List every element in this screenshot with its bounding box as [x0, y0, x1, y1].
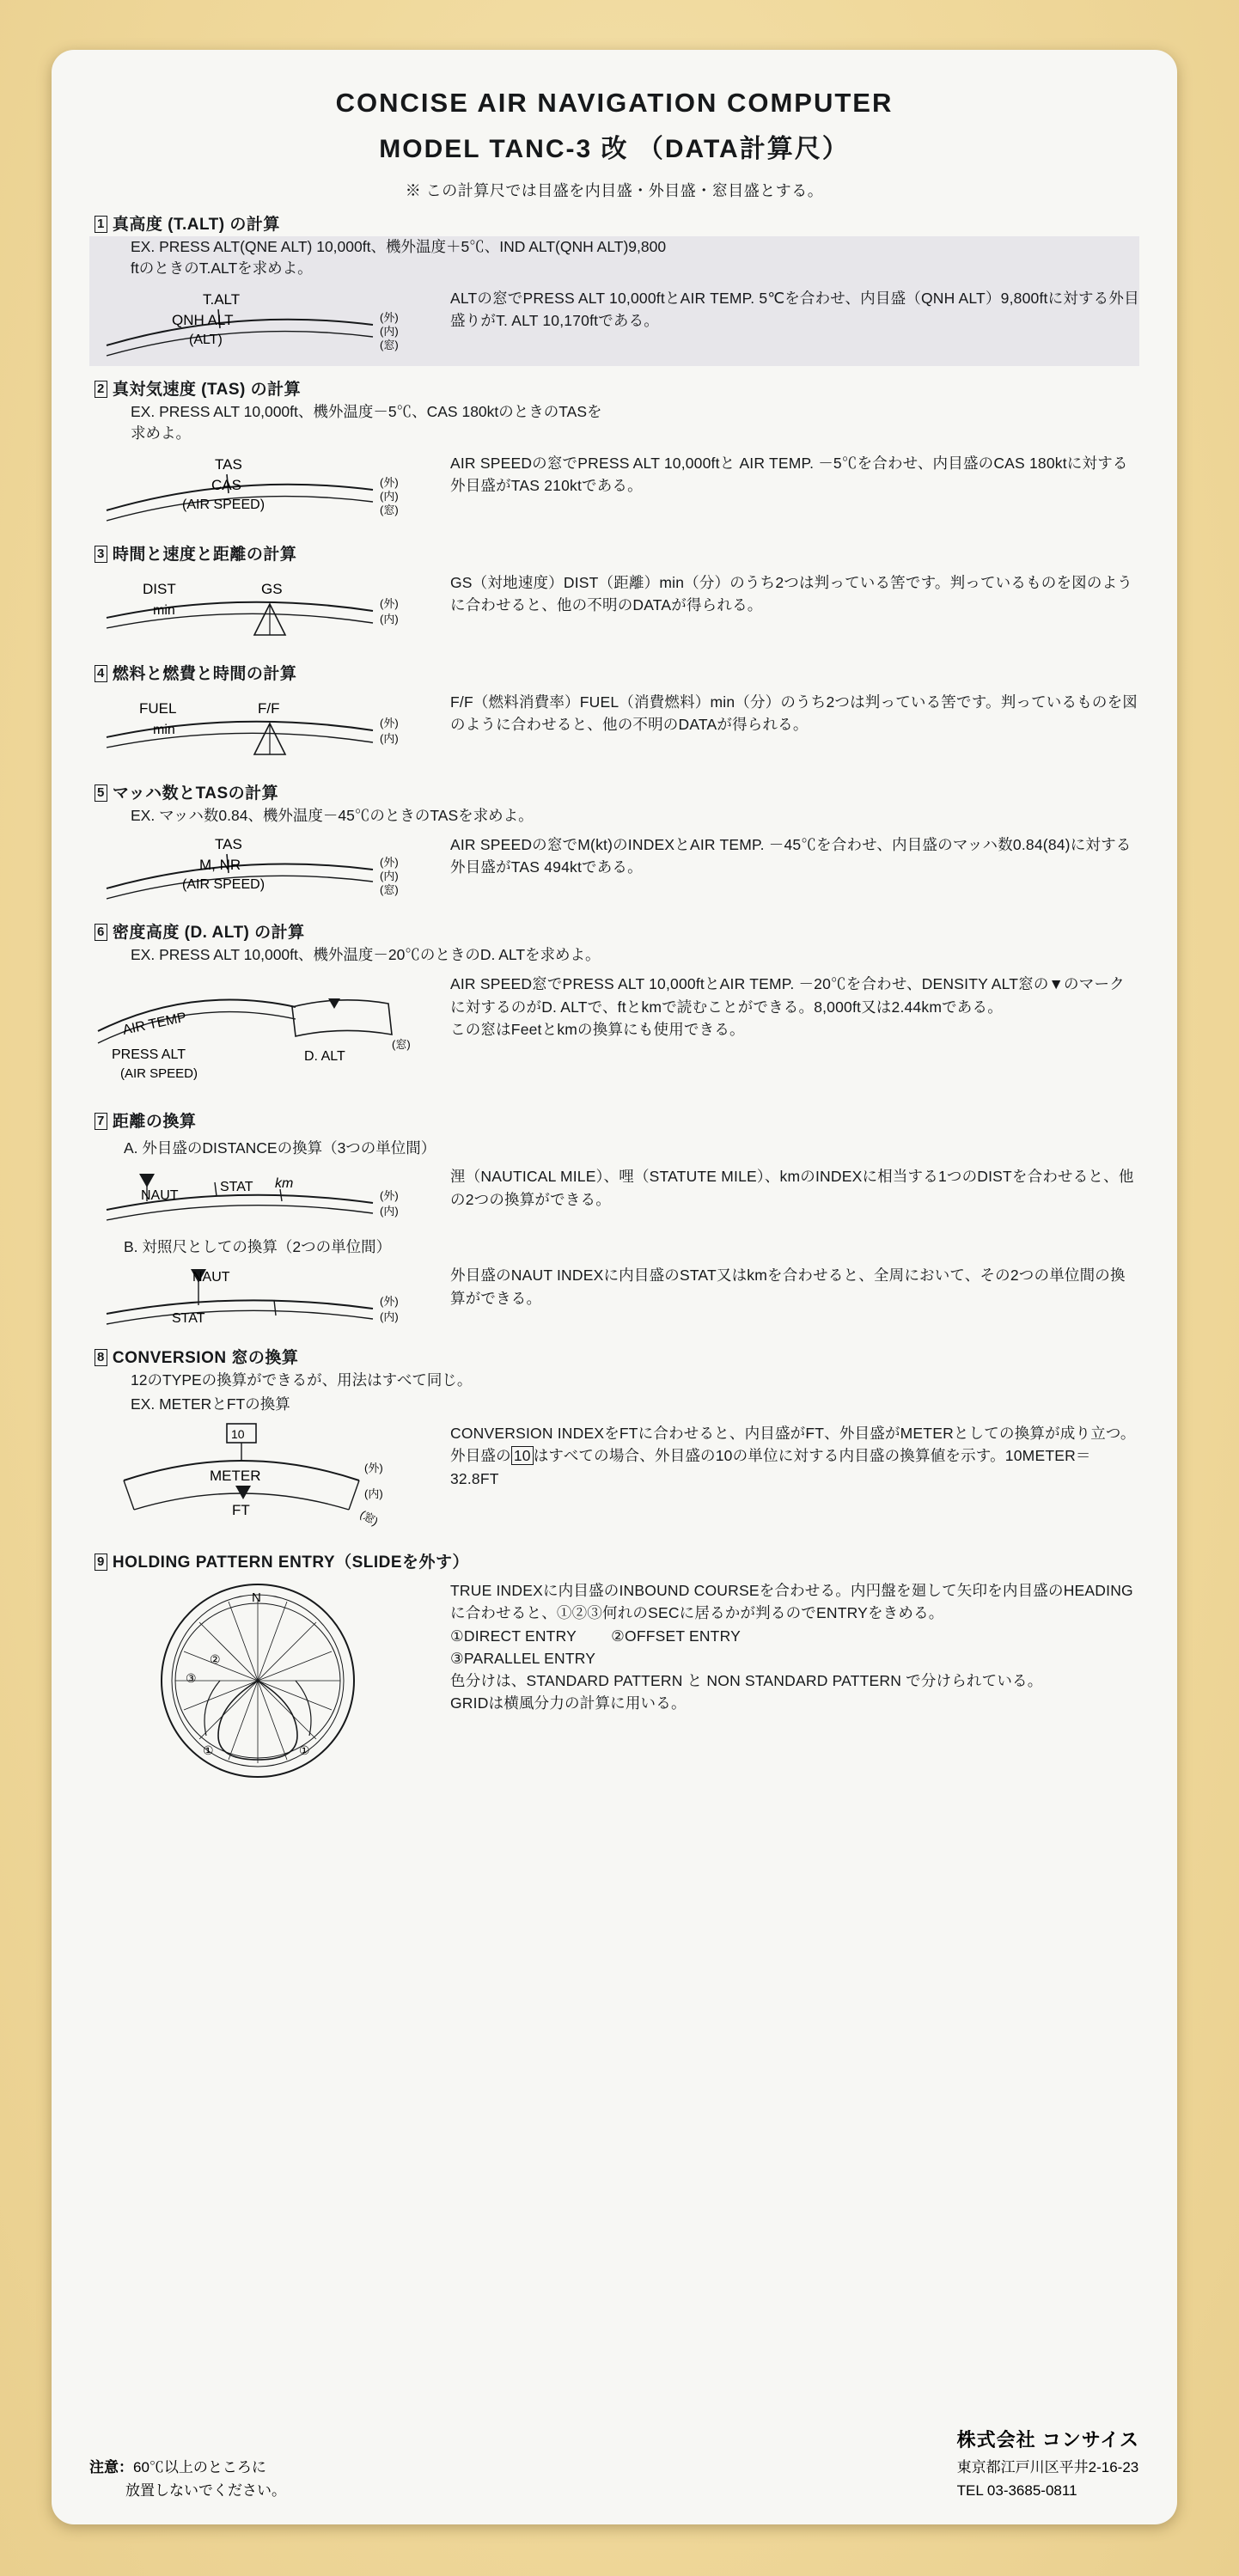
- svg-text:km: km: [275, 1176, 294, 1192]
- section-2-title: 真対気速度 (TAS) の計算: [112, 380, 302, 399]
- svg-text:(内): (内): [364, 1487, 383, 1500]
- svg-text:STAT: STAT: [172, 1311, 205, 1327]
- section-6-title: 密度高度 (D. ALT) の計算: [112, 923, 305, 942]
- svg-text:(窓): (窓): [357, 1507, 381, 1529]
- svg-text:GS: GS: [261, 580, 283, 597]
- section-5: [89, 780, 1139, 909]
- svg-text:NAUT: NAUT: [141, 1188, 179, 1204]
- section-3-number: 3: [95, 546, 107, 563]
- caution-label: 注意：: [89, 2458, 133, 2475]
- svg-text:(内): (内): [380, 869, 399, 882]
- section-7b-figure: [89, 1261, 450, 1334]
- svg-text:PRESS ALT: PRESS ALT: [112, 1047, 186, 1063]
- section-5-heading: [95, 780, 1139, 803]
- footer: [89, 2425, 1139, 2502]
- section-9-title: HOLDING PATTERN ENTRY（SLIDEを外す）: [112, 1554, 470, 1572]
- svg-text:(窓): (窓): [380, 503, 399, 516]
- section-7: [89, 1108, 1139, 1334]
- section-1-number: 1: [95, 216, 107, 233]
- company-name: 株式会社 コンサイス: [956, 2429, 1139, 2451]
- section-5-text: AIR SPEEDの窓でM(kt)のINDEXとAIR TEMP. －45℃を合わせ、内目盛のマッハ数0.84(84)に対する外目盛がTAS 494ktである。: [450, 835, 1132, 876]
- svg-text:TAS: TAS: [215, 455, 242, 473]
- svg-text:N: N: [252, 1590, 261, 1605]
- section-4-figure: [89, 687, 450, 770]
- svg-text:(外): (外): [380, 596, 399, 610]
- svg-text:①: ①: [299, 1743, 310, 1757]
- svg-text:FUEL: FUEL: [139, 699, 177, 717]
- section-1-text: ALTの窓でPRESS ALT 10,000ftとAIR TEMP. 5℃を合わせ、内目盛（QNH ALT）9,800ftに対する外目盛りがT. ALT 10,170ftである。: [450, 289, 1139, 329]
- section-2-row: [89, 449, 1139, 531]
- title-line-1: CONCISE AIR NAVIGATION COMPUTER: [335, 88, 894, 118]
- section-8-figure: [89, 1419, 450, 1539]
- section-8-title: CONVERSION 窓の換算: [112, 1349, 299, 1368]
- section-9-text2: 色分けは、STANDARD PATTERN と NON STANDARD PATTERN で分けられている。 GRIDは横風分力の計算に用いる。: [450, 1672, 1043, 1712]
- section-4: [89, 661, 1139, 770]
- section-9-figure: [89, 1576, 450, 1791]
- svg-text:③: ③: [186, 1671, 197, 1685]
- section-9-row: [89, 1576, 1139, 1791]
- svg-text:min: min: [153, 602, 175, 618]
- section-1-row: [89, 284, 1139, 366]
- caution-line-1: 60℃以上のところに: [133, 2458, 266, 2475]
- section-7b-text: 外目盛のNAUT INDEXに内目盛のSTAT又はkmを合わせると、全周において、その2つの単位間の換算ができる。: [450, 1267, 1126, 1307]
- section-4-heading: [95, 661, 1139, 684]
- section-1-example: EX. PRESS ALT(QNE ALT) 10,000ft、機外温度＋5℃、IND ALT(QNH ALT)9,800 ftのときのT.ALTを求めよ。: [131, 238, 667, 278]
- svg-text:(窓): (窓): [380, 882, 399, 896]
- svg-text:QNH ALT: QNH ALT: [172, 311, 234, 328]
- company-tel: TEL 03-3685-0811: [956, 2481, 1077, 2499]
- section-4-title: 燃料と燃費と時間の計算: [112, 664, 297, 683]
- caution-line-2: 放置しないでください。: [125, 2481, 286, 2499]
- section-7b-label: B. 対照尺としての換算（2つの単位間）: [124, 1238, 392, 1256]
- svg-text:FT: FT: [232, 1502, 250, 1518]
- svg-text:10: 10: [231, 1427, 245, 1441]
- section-7a-text: 浬（NAUTICAL MILE）、哩（STATUTE MILE）、kmのINDEXに相当する1つのDISTを合わせると、他の2つの換算ができる。: [450, 1168, 1134, 1208]
- svg-text:(内): (内): [380, 324, 399, 338]
- section-2: [89, 376, 1139, 531]
- section-8-example: EX. METERとFTの換算: [131, 1395, 290, 1413]
- section-4-text: F/F（燃料消費率）FUEL（消費燃料）min（分）のうち2つは判っている筈です。判っているものを図のように合わせると、他の不明のDATAが得られる。: [450, 693, 1138, 733]
- section-6-figure: [89, 969, 450, 1098]
- section-1: [89, 211, 1139, 366]
- section-3-row: [89, 568, 1139, 650]
- svg-text:(AIR SPEED): (AIR SPEED): [182, 497, 266, 512]
- section-4-number: 4: [95, 665, 107, 682]
- section-3: [89, 541, 1139, 650]
- svg-text:D. ALT: D. ALT: [304, 1049, 345, 1065]
- section-7b-row: [89, 1261, 1139, 1334]
- svg-text:(ALT): (ALT): [189, 332, 223, 347]
- section-8-note: 12のTYPEの換算ができるが、用法はすべて同じ。: [131, 1371, 473, 1389]
- svg-text:AIR TEMP: AIR TEMP: [121, 1010, 188, 1039]
- svg-text:T.ALT: T.ALT: [203, 290, 241, 308]
- section-5-figure: [89, 830, 450, 909]
- section-7-heading: [95, 1108, 1139, 1132]
- svg-text:CAS: CAS: [211, 476, 241, 493]
- svg-text:①: ①: [203, 1743, 214, 1757]
- svg-text:NAUT: NAUT: [192, 1270, 230, 1285]
- svg-text:F/F: F/F: [258, 699, 280, 717]
- section-1-title: 真高度 (T.ALT) の計算: [112, 216, 280, 234]
- svg-text:(外): (外): [380, 475, 399, 489]
- section-8-row: [89, 1419, 1139, 1539]
- section-6-row: [89, 969, 1139, 1098]
- card-content: [52, 50, 1177, 2524]
- section-6-example: EX. PRESS ALT 10,000ft、機外温度－20℃のときのD. ALTを求めよ。: [131, 945, 601, 963]
- section-6-text: AIR SPEED窓でPRESS ALT 10,000ftとAIR TEMP. －20℃を合わせ、DENSITY ALT窓の▼のマークに対するのがD. ALTで、ftとkmで読むことができる。8,000ft又は2.44kmである。 この窓はFeetとkmの換算にも使用できる。: [450, 975, 1125, 1038]
- title-line-2: MODEL TANC-3 改 （DATA計算尺）: [379, 135, 850, 163]
- section-2-number: 2: [95, 381, 107, 398]
- svg-text:STAT: STAT: [220, 1180, 253, 1195]
- section-8-heading: [95, 1345, 1139, 1368]
- section-5-example: EX. マッハ数0.84、機外温度－45℃のときのTASを求めよ。: [131, 806, 534, 824]
- svg-text:(AIR SPEED): (AIR SPEED): [182, 876, 266, 892]
- svg-text:METER: METER: [210, 1468, 261, 1484]
- company-block: [957, 2425, 1139, 2502]
- svg-text:(窓): (窓): [392, 1038, 411, 1052]
- svg-text:(外): (外): [364, 1462, 383, 1474]
- section-7a-figure: [89, 1162, 450, 1230]
- section-3-heading: [95, 541, 1139, 565]
- section-1-heading: [95, 211, 1139, 235]
- svg-text:(AIR SPEED): (AIR SPEED): [120, 1066, 198, 1082]
- svg-text:DIST: DIST: [143, 580, 176, 597]
- caution-block: [89, 2456, 286, 2502]
- section-3-figure: [89, 568, 450, 650]
- section-9-entry-2: ③PARALLEL ENTRY: [450, 1649, 596, 1667]
- section-6-heading: [95, 919, 1139, 943]
- section-2-example: EX. PRESS ALT 10,000ft、機外温度－5℃、CAS 180ktのときのTASを 求めよ。: [131, 402, 602, 443]
- section-7a-label: A. 外目盛のDISTANCEの換算（3つの単位間）: [124, 1139, 436, 1157]
- section-9-entry-1: ①DIRECT ENTRY ②OFFSET ENTRY: [450, 1627, 741, 1645]
- svg-text:min: min: [153, 722, 175, 737]
- svg-text:(内): (内): [380, 1310, 399, 1324]
- section-8: [89, 1345, 1139, 1539]
- svg-text:(外): (外): [380, 1189, 399, 1203]
- section-4-row: [89, 687, 1139, 770]
- section-9: [89, 1549, 1139, 1791]
- section-9-number: 9: [95, 1554, 107, 1571]
- section-2-text: AIR SPEEDの窓でPRESS ALT 10,000ftと AIR TEMP. －5℃を合わせ、内目盛のCAS 180ktに対する外目盛がTAS 210ktである。: [450, 454, 1128, 494]
- section-3-text: GS（対地速度）DIST（距離）min（分）のうち2つは判っている筈です。判っているものを図のように合わせると、他の不明のDATAが得られる。: [450, 573, 1132, 613]
- section-5-row: [89, 830, 1139, 909]
- section-2-figure: [89, 449, 450, 531]
- section-9-body: TRUE INDEXに内目盛のINBOUND COURSEを合わせる。内円盤を廻して矢印を内目盛のHEADINGに合わせると、①②③何れのSECに居るかが判るのでENTRYをきめる。: [450, 1582, 1133, 1622]
- section-8-text: CONVERSION INDEXをFTに合わせると、内目盛がFT、外目盛がMETERとしての換算が成り立つ。外目盛の 10 はすべての場合、外目盛の10の単位に対する内目盛の換算値を示す。10METER＝32.8FT: [450, 1425, 1136, 1487]
- svg-text:(外): (外): [380, 310, 399, 324]
- section-6: [89, 919, 1139, 1098]
- svg-text:(内): (内): [380, 612, 399, 626]
- section-5-number: 5: [95, 784, 107, 802]
- scale-note: ※ この計算尺では目盛を内目盛・外目盛・窓目盛とする。: [405, 182, 824, 199]
- svg-text:(外): (外): [380, 1295, 399, 1309]
- section-7-number: 7: [95, 1113, 107, 1130]
- section-3-title: 時間と速度と距離の計算: [112, 545, 297, 564]
- svg-text:TAS: TAS: [215, 835, 242, 852]
- section-7-title: 距離の換算: [112, 1113, 197, 1132]
- svg-text:(内): (内): [380, 731, 399, 745]
- section-8-number: 8: [95, 1349, 107, 1366]
- section-6-number: 6: [95, 924, 107, 941]
- instruction-card: [52, 50, 1177, 2524]
- section-9-heading: [95, 1549, 1139, 1572]
- svg-text:(外): (外): [380, 716, 399, 729]
- company-address: 東京都江戸川区平井2-16-23: [956, 2458, 1139, 2475]
- svg-text:(窓): (窓): [380, 338, 399, 351]
- section-7a-row: [89, 1162, 1139, 1230]
- svg-text:M, NR: M, NR: [199, 856, 241, 873]
- section-1-figure: [89, 284, 450, 366]
- svg-text:②: ②: [210, 1652, 221, 1666]
- section-1-highlight: [89, 236, 1139, 366]
- section-5-title: マッハ数とTASの計算: [112, 784, 279, 803]
- svg-text:(内): (内): [380, 489, 399, 503]
- svg-text:(内): (内): [380, 1205, 399, 1218]
- section-2-heading: [95, 376, 1139, 400]
- svg-text:(外): (外): [380, 855, 399, 869]
- section-9-text: [450, 1576, 1139, 1715]
